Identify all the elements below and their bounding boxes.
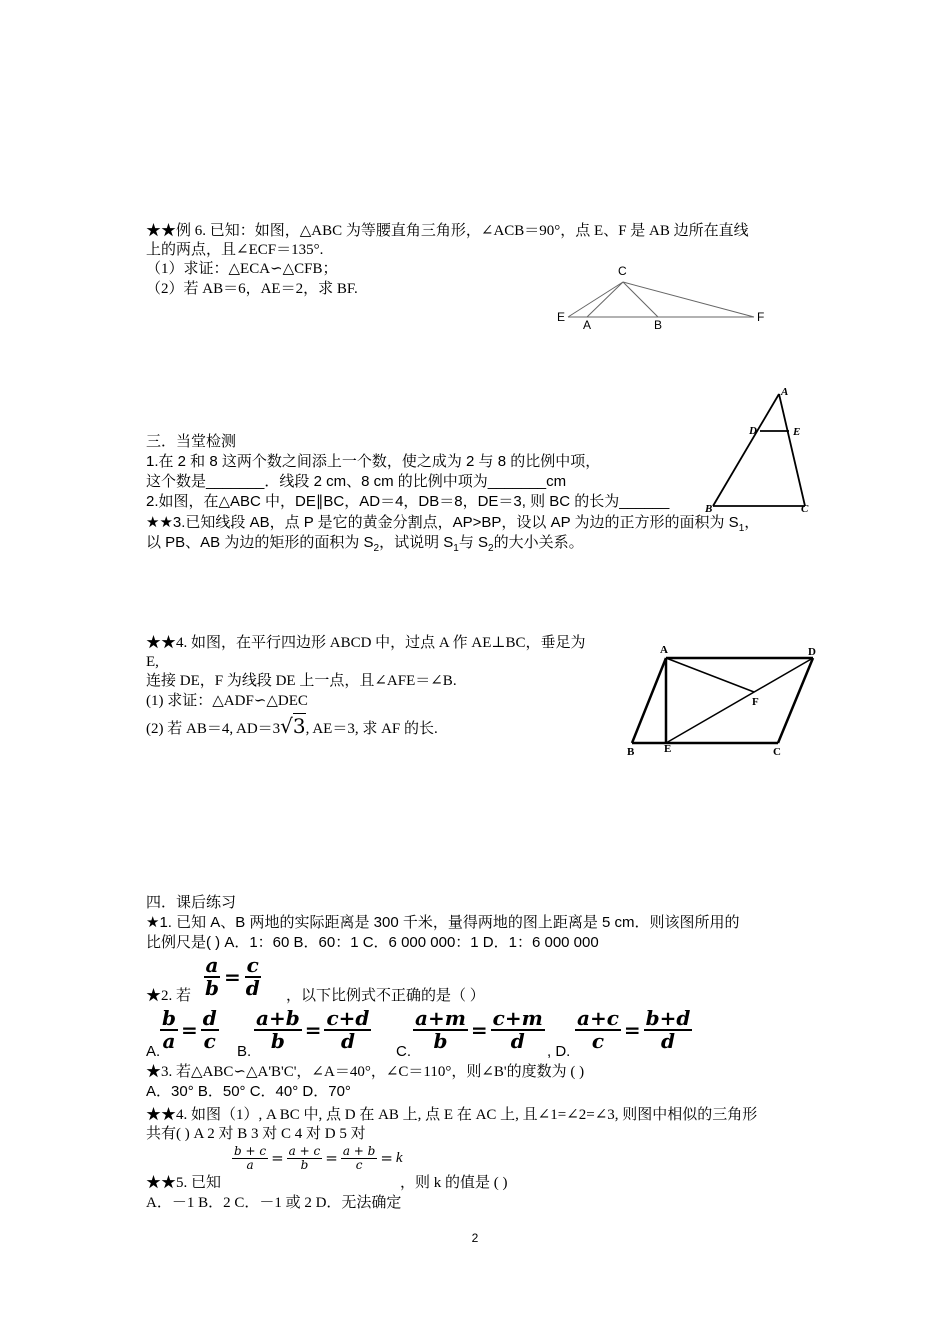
example6-q2: （2）若 AB＝6，AE＝2，求 BF. xyxy=(146,281,358,297)
fig4-label-f: F xyxy=(752,696,759,708)
section3-q1a: 1.在 2 和 8 这两个数之间添上一个数，使之成为 2 与 8 的比例中项， xyxy=(146,453,601,470)
fig6-label-b: B xyxy=(654,318,663,332)
fig4-label-a: A xyxy=(660,644,668,656)
section4-q1b: 比例尺是( ) A．1：60 B．60：1 C．6 000 000：1 D．1：6 000 000 xyxy=(146,934,599,951)
fig4-label-c: C xyxy=(773,746,781,758)
section3-title: 三．当堂检测 xyxy=(146,434,237,450)
q4-line5: (2) 若 AB＝4, AD＝3√3, AE＝3, 求 AF 的长. xyxy=(146,714,438,738)
section4-q4a: ★★4. 如图（1）, A BC 中, 点 D 在 AB 上, 点 E 在 AC 上, 且∠1=∠2=∠3, 则图中相似的三角形 xyxy=(146,1107,758,1123)
q4-line3: 连接 DE，F 为线段 DE 上一点，且∠AFE＝∠B. xyxy=(146,673,457,689)
section4-q3: ★3. 若△ABC∽△A'B'C'，∠A＝40°，∠C＝110°，则∠B'的度数为 ( ) xyxy=(146,1064,585,1080)
option-d-label: , D. xyxy=(547,1043,571,1060)
fig4-label-b: B xyxy=(627,746,635,758)
sqrt-symbol: √ xyxy=(280,714,293,738)
option-c-label: C. xyxy=(396,1043,411,1060)
fig3-label-c: C xyxy=(801,503,809,515)
example6-line2: 上的两点，且∠ECF＝135°. xyxy=(146,242,324,258)
q4-parallelogram-figure xyxy=(620,638,825,763)
option-b-label: B. xyxy=(237,1043,252,1060)
example6-line1: ★★例 6. 已知：如图，△ABC 为等腰直角三角形，∠ACB＝90°，点 E、F 是 AB 边所在直线 xyxy=(146,223,749,239)
fig4-label-d: D xyxy=(808,646,816,658)
section3-q2: 2.如图，在△ABC 中，DE∥BC，AD＝4，DB＝8，DE＝3, 则 BC 的长为______ xyxy=(146,493,670,510)
page-number: 2 xyxy=(471,1231,479,1245)
fig6-label-f: F xyxy=(757,310,765,324)
q2-main-fraction: $\frac{a}{b}$ = $\frac{c}{d}$ xyxy=(205,953,260,1000)
q4-line2: E, xyxy=(146,654,159,670)
section4-q1a: ★1. 已知 A、B 两地的实际距离是 300 千米，量得两地的图上距离是 5 cm．则该图所用的 xyxy=(146,914,740,931)
section4-q3-options: A．30° B．50° C．40° D．70° xyxy=(146,1083,351,1100)
fig6-label-c: C xyxy=(618,264,627,278)
section3-triangle-figure xyxy=(700,382,820,517)
section3-q3a: ★★3.已知线段 AB，点 P 是它的黄金分割点，AP>BP，设以 AP 为边的正方形的面积为 $S_1$， xyxy=(146,514,760,534)
fig3-label-a: A xyxy=(781,386,789,398)
option-d-expr: $\frac{a+c}{c}$ = $\frac{b+d}{d}$ xyxy=(577,1006,691,1053)
fig6-label-e: E xyxy=(557,310,566,324)
option-b-expr: $\frac{a+b}{b}$ = $\frac{c+d}{d}$ xyxy=(256,1006,370,1053)
fig3-label-b: B xyxy=(705,503,713,515)
option-c-expr: $\frac{a+m}{b}$ = $\frac{c+m}{d}$ xyxy=(415,1006,543,1053)
section3-q3b: 以 PB、AB 为边的矩形的面积为 $S_2$，试说明 $S_1$与 $S_2$的大小关系。 xyxy=(146,534,584,554)
example6-q1: （1）求证：△ECA∽△CFB； xyxy=(146,261,338,277)
q4-line1: ★★4. 如图，在平行四边形 ABCD 中，过点 A 作 AE⊥BC，垂足为 xyxy=(146,635,586,651)
fig4-label-e: E xyxy=(664,743,672,755)
option-a-expr: $\frac{b}{a}$ = $\frac{d}{c}$ xyxy=(162,1006,217,1053)
section4-q4b: 共有( ) A 2 对 B 3 对 C 4 对 D 5 对 xyxy=(146,1126,366,1142)
fig3-label-e: E xyxy=(793,426,801,438)
section4-q5-options: A．－1 B．2 C．－1 或 2 D．无法确定 xyxy=(146,1195,402,1211)
q4-line4: (1) 求证：△ADF∽△DEC xyxy=(146,693,308,709)
q5-fractions: $\frac{b + c}{a}$ = $\frac{a + c}{b}$ = $\frac{a + b}{c}$ = k xyxy=(234,1144,403,1172)
section3-q1b: 这个数是_______．线段 2 cm、8 cm 的比例中项为_______cm xyxy=(146,473,567,490)
section4-title: 四．课后练习 xyxy=(146,895,237,911)
fig6-label-a: A xyxy=(583,318,592,332)
option-a-label: A. xyxy=(146,1043,161,1060)
example6-figure xyxy=(550,258,770,338)
fig3-label-d: D xyxy=(749,425,757,437)
